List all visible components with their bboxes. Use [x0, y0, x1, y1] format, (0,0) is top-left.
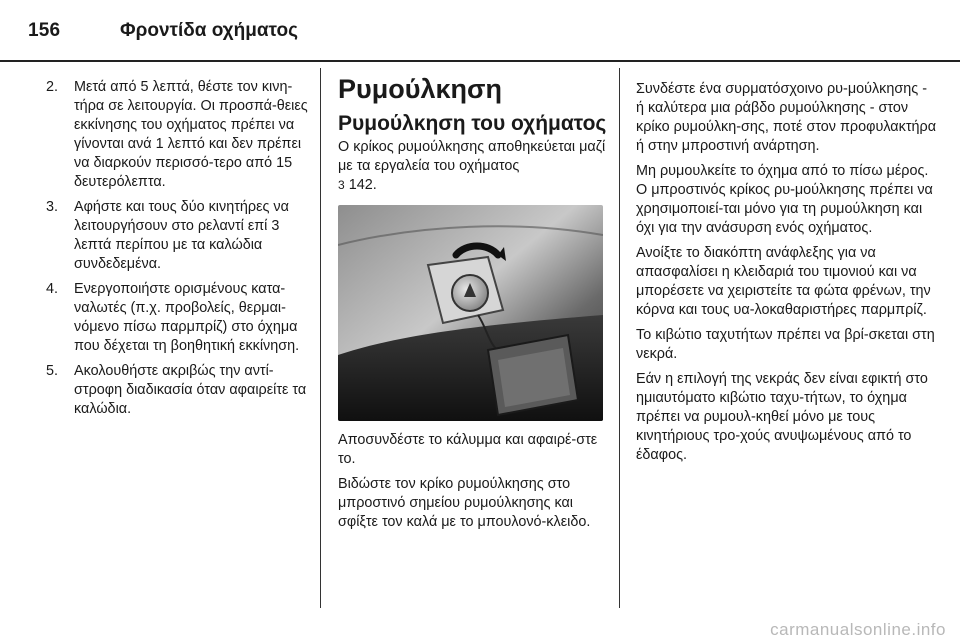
intro-paragraph: [338, 138, 610, 195]
body-paragraph: Εάν η επιλογή της νεκράς δεν είναι εφικτή στο ημιαυτόματο κιβώτιο ταχυ-τήτων, το όχημα πρέπει να ρυμουλ-κηθεί μόνο με τους κινητήριους τρο-χούς ανυψωμένους από το έδαφος.: [636, 371, 928, 463]
column-divider-right: [619, 68, 620, 608]
step-number: 2.: [46, 79, 59, 95]
step-item: [28, 280, 310, 356]
left-column: [28, 78, 310, 425]
step-text: Ακολουθήστε ακριβώς την αντί-στροφη διαδικασία όταν αφαιρείτε τα καλώδια.: [74, 363, 307, 417]
body-paragraph: Συνδέστε ένα συρματόσχοινο ρυ-μούλκησης - ή καλύτερα μια ράβδο ρυμούλκησης - στον κρίκο ρυμούλκη-σης, ποτέ στον προφυλακτήρα ή στην μπροστινή ανάρτηση.: [636, 81, 937, 154]
step-number: 4.: [46, 281, 59, 297]
remove-cover-paragraph: Αποσυνδέστε το κάλυμμα και αφαιρέ-στε το.: [338, 432, 598, 467]
page-title: Φροντίδα οχήματος: [120, 20, 298, 41]
page-number: 156: [28, 20, 61, 41]
step-text: Αφήστε και τους δύο κινητήρες να λειτουργήσουν στο ρελαντί επί 3 λεπτά περίπου με τα καλώδια συνδεδεμένα.: [74, 199, 289, 272]
page-ref-icon: 3: [338, 178, 345, 192]
step-item: [28, 198, 310, 274]
body-paragraph: Ανοίξτε το διακόπτη ανάφλεξης για να απασφαλίσει η κλειδαριά του τιμονιού και να μπορέσετε να χειριστείτε τα φώτα φρένων, την κόρνα και τους υα-λοκαθαριστήρες παρμπρίζ.: [636, 245, 931, 318]
column-divider-left: [320, 68, 321, 608]
towing-eye-cover-illustration: [338, 205, 603, 421]
section-title: Ρυμούλκηση: [338, 74, 502, 104]
step-number: 5.: [46, 363, 59, 379]
header-rule: [0, 60, 960, 62]
step-text: Ενεργοποιήστε ορισμένους κατα-ναλωτές (π.χ. προβολείς, θερμαι-νόμενο πίσω παρμπρίζ) στο όχημα που δέχεται τη βοηθητική εκκίνηση.: [74, 281, 300, 354]
step-text: Μετά από 5 λεπτά, θέστε τον κινη-τήρα σε λειτουργία. Οι προσπά-θειες εκκίνησης του οχήματος πρέπει να γίνονται ανά 1 λεπτό και δεν πρέπει να διαρκούν περισσό-τερο από 15 δευτερόλεπτα.: [74, 79, 308, 190]
watermark: carmanualsonline.info: [770, 620, 946, 639]
subsection-title: Ρυμούλκηση του οχήματος: [338, 112, 607, 135]
screw-towing-eye-paragraph: Βιδώστε τον κρίκο ρυμούλκησης στο μπροστινό σημείου ρυμούλκησης και σφίξτε τον καλά με το μπουλονό-κλειδο.: [338, 476, 591, 530]
page-ref-number: 142.: [348, 177, 377, 193]
right-column: [636, 80, 936, 471]
intro-text: Ο κρίκος ρυμούλκησης αποθηκεύεται μαζί με τα εργαλεία του οχήματος: [338, 139, 606, 174]
middle-column: [338, 74, 610, 538]
body-paragraph: Το κιβώτιο ταχυτήτων πρέπει να βρί-σκεται στη νεκρά.: [636, 327, 935, 362]
body-paragraph: Μη ρυμουλκείτε το όχημα από το πίσω μέρος. Ο μπροστινός κρίκος ρυ-μούλκησης πρέπει να χρησιμοποιεί-ται μόνο για τη ρυμούλκηση και όχι για την ανάσυρση ενός οχήματος.: [636, 163, 933, 236]
step-item: [28, 362, 310, 419]
step-number: 3.: [46, 199, 59, 215]
step-item: [28, 78, 310, 192]
towing-eye-cover-image: [338, 205, 603, 421]
